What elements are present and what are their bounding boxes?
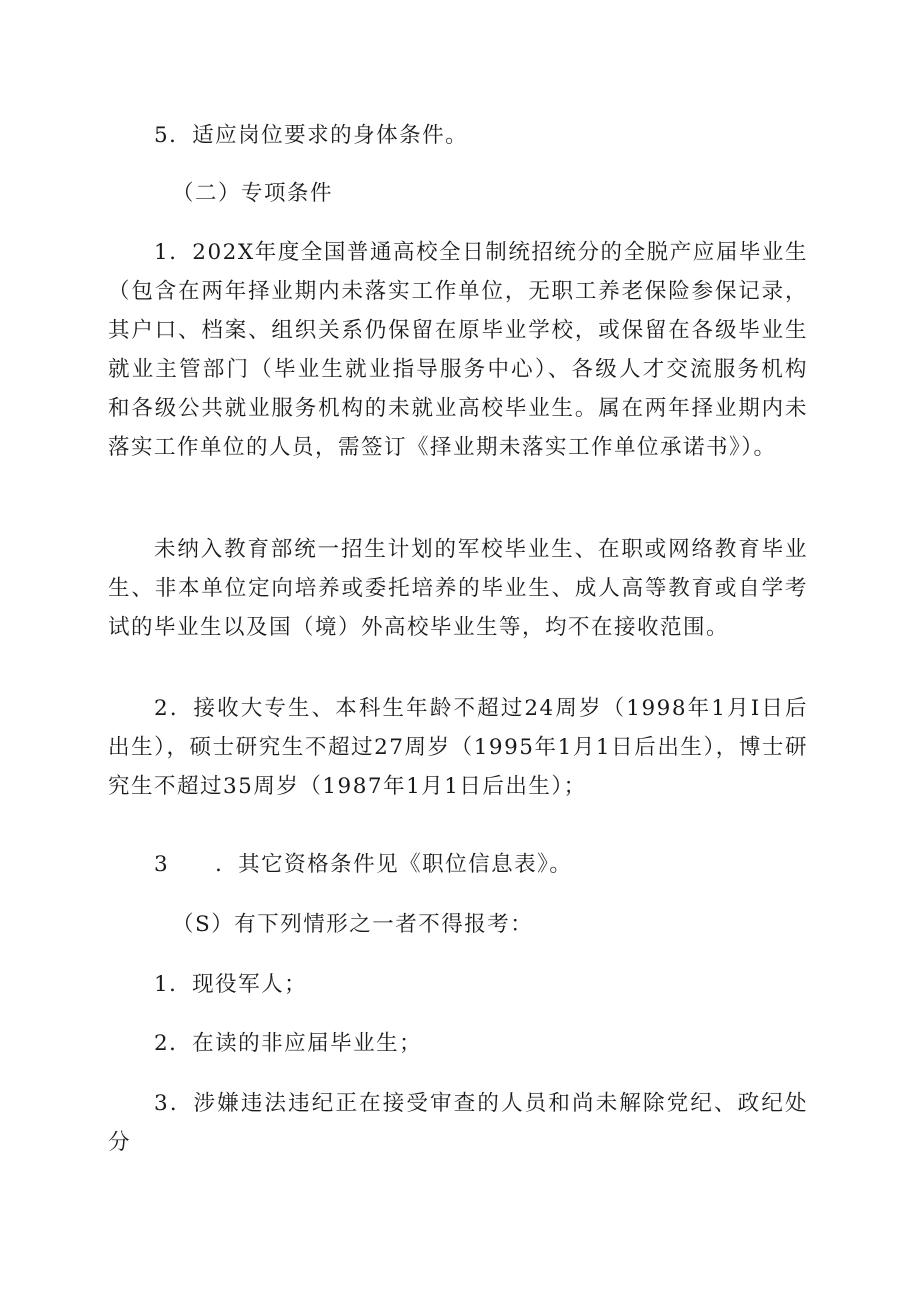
section-heading-disqualifications: （S）有下列情形之一者不得报考： — [172, 912, 534, 937]
paragraph-excluded-graduates: 未纳入教育部统一招生计划的军校毕业生、在职或网络教育毕业生、非本单位定向培养或委托培养的毕业生、成人高等教育或自学考试的毕业生以及国（境）外高校毕业生等，均不在接收范围。 — [108, 537, 808, 640]
paragraph-other-qualifications: 3 ．其它资格条件见《职位信息表》。 — [154, 852, 573, 877]
paragraph-age-limit: 2．接收大专生、本科生年龄不超过24周岁（1998年1月I日后出生），硕士研究生不超过27周岁（1995年1月1日后出生），博士研究生不超过35周岁（1987年1月1日后出生）； — [108, 696, 808, 799]
paragraph-graduate-requirement: 1．202X年度全国普通高校全日制统招统分的全脱产应届毕业生（包含在两年择业期内未落实工作单位，无职工养老保险参保记录，其户口、档案、组织关系仍保留在原毕业学校，或保留在各级毕业生就业主管部门（毕业生就业指导服务中心）、各级人才交流服务机构和各级公共就业服务机构的未就业高校毕业生。属在两年择业期内未落实工作单位的人员，需签订《择业期未落实工作单位承诺书》）。 — [108, 240, 808, 460]
section-heading-special-conditions: （二）专项条件 — [172, 181, 334, 206]
list-item-active-military: 1．现役军人； — [154, 972, 308, 997]
list-item-non-graduating-students: 2．在读的非应届毕业生； — [154, 1031, 423, 1056]
paragraph-physical-condition: 5．适应岗位要求的身体条件。 — [154, 123, 469, 148]
list-item-under-investigation: 3．涉嫌违法违纪正在接受审查的人员和尚未解除党纪、政纪处分 — [108, 1091, 808, 1155]
